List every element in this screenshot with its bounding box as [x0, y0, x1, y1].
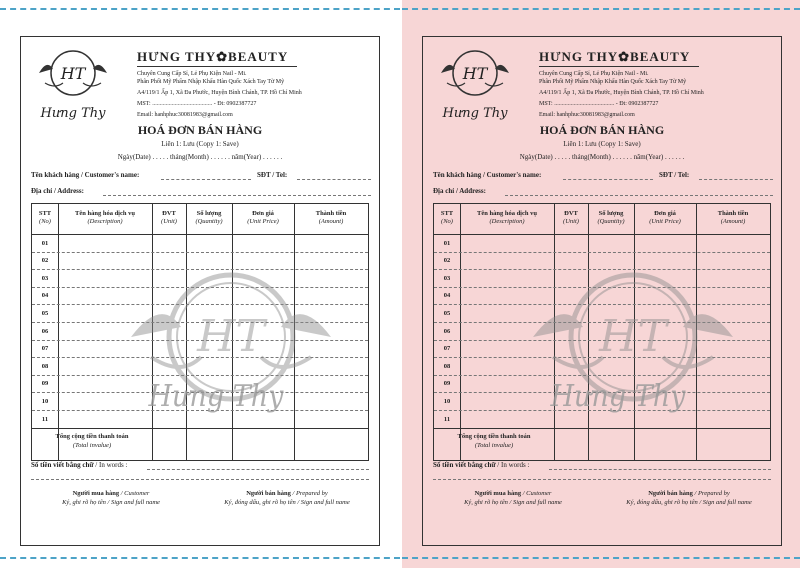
- shop-address: A4/119/1 Ấp 1, Xã Đa Phước, Huyện Bình Chánh, TP. Hồ Chí Minh: [137, 90, 302, 96]
- watermark-brand: Hưng Thy: [550, 379, 686, 414]
- address-label: Địa chỉ / Address:: [31, 187, 84, 195]
- th-stt: STT (No): [440, 210, 454, 225]
- shop-tagline-2: Phân Phối Mỹ Phẩm Nhập Khẩu Hàn Quốc Xách Tay Từ Mỹ: [539, 79, 687, 85]
- buyer-signature: Người mua hàng / Customer Ký, ghi rõ họ tên / Sign and full name: [62, 490, 160, 506]
- words-dots: [147, 469, 369, 470]
- th-unit: ĐVT (Unit): [563, 210, 579, 225]
- words-dots-2: [31, 479, 369, 480]
- svg-text:HT: HT: [197, 311, 265, 362]
- th-quantity: Số lượng (Quantity): [195, 210, 223, 225]
- header-line: [434, 234, 770, 235]
- divider: [137, 66, 297, 67]
- customer-dots: [161, 179, 251, 180]
- words-line: Số tiền viết bằng chữ / In words :: [31, 461, 128, 469]
- cut-line-top: [402, 8, 800, 10]
- cut-line-bottom: [0, 557, 400, 559]
- phone-label: SĐT / Tel:: [257, 171, 288, 179]
- row-number: 01: [41, 239, 49, 247]
- date-line: Ngày(Date) . . . . . tháng(Month) . . . . . . năm(Year) . . . . . .: [117, 153, 283, 161]
- row-number: 05: [41, 310, 49, 317]
- total-label: Tổng cộng tiền thanh toán (Total invalue): [55, 433, 129, 449]
- invoice-copy-pink: [402, 0, 800, 568]
- shop-tax-phone: MST: ........................................ - Đt: 0902387727: [137, 101, 257, 107]
- shop-address: A4/119/1 Ấp 1, Xã Đa Phước, Huyện Bình Chánh, TP. Hồ Chí Minh: [539, 90, 704, 96]
- row-number: 11: [443, 415, 451, 423]
- address-dots: [505, 195, 773, 196]
- phone-dots: [699, 179, 773, 180]
- copy-label: Liên 1: Lưu (Copy 1: Save): [563, 140, 641, 148]
- row-number: 03: [41, 274, 49, 282]
- th-amount: Thành tiền (Amount): [717, 210, 749, 225]
- brand-logo-icon: [433, 43, 533, 123]
- row-number: 04: [41, 292, 49, 300]
- col-divider: [58, 204, 59, 460]
- row-number: 05: [443, 310, 451, 317]
- row-number: 08: [443, 362, 451, 370]
- row-number: 10: [443, 398, 451, 405]
- col-divider: [460, 204, 461, 460]
- invoice-header: [21, 37, 379, 123]
- row-number: 02: [443, 257, 451, 265]
- invoice-title: HOÁ ĐƠN BÁN HÀNG: [137, 123, 263, 137]
- row-number: 09: [443, 380, 451, 388]
- phone-dots: [297, 179, 371, 180]
- header-line: [32, 234, 368, 235]
- words-dots-2: [433, 479, 771, 480]
- row-number: 07: [41, 345, 49, 353]
- address-dots: [103, 195, 371, 196]
- customer-label: Tên khách hàng / Customer's name:: [31, 171, 140, 179]
- th-unit: ĐVT (Unit): [161, 210, 177, 225]
- row-number: 10: [41, 398, 49, 405]
- th-amount: Thành tiền (Amount): [315, 210, 347, 225]
- th-stt: STT (No): [38, 210, 52, 225]
- invoice-header: [423, 37, 781, 123]
- shop-name: HƯNG THY✿BEAUTY: [539, 49, 691, 64]
- svg-text:HT: HT: [599, 311, 667, 362]
- words-line: Số tiền viết bằng chữ / In words :: [433, 461, 530, 469]
- shop-name: HƯNG THY✿BEAUTY: [137, 49, 289, 64]
- th-unit-price: Đơn giá (Unit Price): [649, 210, 681, 225]
- shop-email: Email: hanhphuc30081983@gmail.com: [137, 112, 233, 118]
- th-unit-price: Đơn giá (Unit Price): [247, 210, 279, 225]
- phone-label: SĐT / Tel:: [659, 171, 690, 179]
- shop-tagline: Chuyên Cung Cấp Sỉ, Lẻ Phụ Kiện Nail - Mi.: [539, 71, 649, 77]
- th-description: Tên hàng hóa dịch vụ (Description): [75, 210, 135, 225]
- shop-tagline-2: Phân Phối Mỹ Phẩm Nhập Khẩu Hàn Quốc Xách Tay Từ Mỹ: [137, 79, 285, 85]
- th-quantity: Số lượng (Quantity): [597, 210, 625, 225]
- brand-logo-icon: [31, 43, 131, 123]
- row-number: 01: [443, 239, 451, 247]
- svg-text:HT: HT: [60, 64, 86, 83]
- customer-label: Tên khách hàng / Customer's name:: [433, 171, 542, 179]
- buyer-signature: Người mua hàng / Customer Ký, ghi rõ họ tên / Sign and full name: [464, 490, 562, 506]
- row-number: 02: [41, 257, 49, 265]
- copy-label: Liên 1: Lưu (Copy 1: Save): [161, 140, 239, 148]
- row-number: 03: [443, 274, 451, 282]
- divider: [539, 66, 699, 67]
- row-number: 11: [41, 415, 49, 423]
- shop-tax-phone: MST: ........................................ - Đt: 0902387727: [539, 101, 659, 107]
- row-number: 07: [443, 345, 451, 353]
- date-line: Ngày(Date) . . . . . tháng(Month) . . . . . . năm(Year) . . . . . .: [519, 153, 685, 161]
- svg-text:Hưng Thy: Hưng Thy: [442, 106, 508, 121]
- row-number: 04: [443, 292, 451, 300]
- invoice-title: HOÁ ĐƠN BÁN HÀNG: [539, 123, 665, 137]
- customer-dots: [563, 179, 653, 180]
- cut-line-top: [0, 8, 400, 10]
- shop-email: Email: hanhphuc30081983@gmail.com: [539, 112, 635, 118]
- shop-tagline: Chuyên Cung Cấp Sỉ, Lẻ Phụ Kiện Nail - Mi.: [137, 71, 247, 77]
- row-number: 08: [41, 362, 49, 370]
- cut-line-bottom: [402, 557, 800, 559]
- words-dots: [549, 469, 771, 470]
- row-number: 09: [41, 380, 49, 388]
- svg-text:HT: HT: [462, 64, 488, 83]
- th-description: Tên hàng hóa dịch vụ (Description): [477, 210, 537, 225]
- seller-signature: Người bán hàng / Prepared by Ký, đóng dấu, ghi rõ họ tên / Sign and full name: [626, 490, 752, 506]
- row-number: 06: [443, 327, 451, 335]
- svg-text:Hưng Thy: Hưng Thy: [40, 106, 106, 121]
- total-label: Tổng cộng tiền thanh toán (Total invalue): [457, 433, 531, 449]
- watermark-brand: Hưng Thy: [148, 379, 284, 414]
- invoice-frame: [422, 36, 782, 546]
- address-label: Địa chỉ / Address:: [433, 187, 486, 195]
- row-number: 06: [41, 327, 49, 335]
- invoice-frame: [20, 36, 380, 546]
- seller-signature: Người bán hàng / Prepared by Ký, đóng dấu, ghi rõ họ tên / Sign and full name: [224, 490, 350, 506]
